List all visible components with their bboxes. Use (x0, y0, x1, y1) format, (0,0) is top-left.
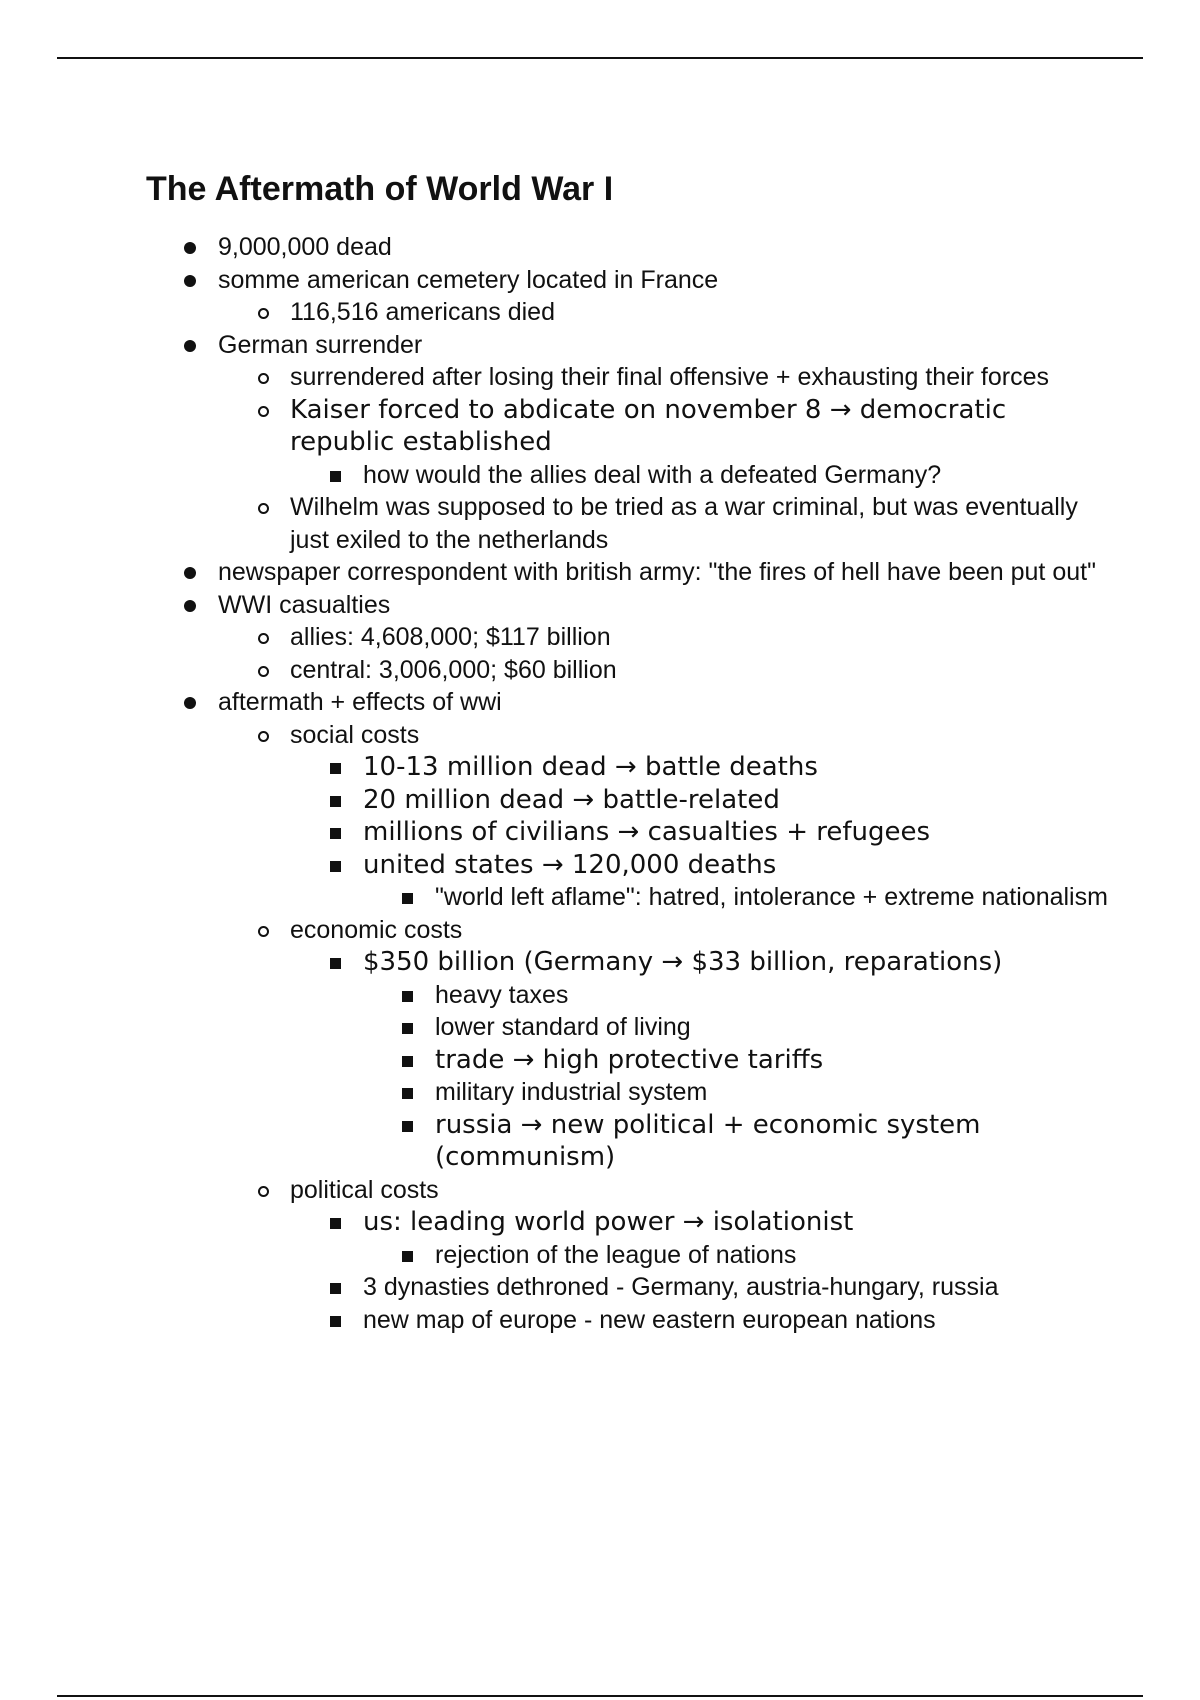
bullet-square-icon (330, 1316, 341, 1327)
bullet-item-level-3 (0, 979, 1200, 1012)
bullet-square-icon (330, 1283, 341, 1294)
page-title: The Aftermath of World War I (146, 170, 614, 208)
bullet-text: somme american cemetery located in France (218, 265, 719, 294)
bullet-circle-icon (258, 308, 269, 319)
bullet-item-level-2 (0, 946, 1200, 979)
bullet-text: united states → 120,000 deaths (363, 849, 777, 880)
bullet-square-icon (330, 471, 341, 482)
bullet-circle-icon (258, 633, 269, 644)
bullet-text: economic costs (290, 915, 463, 944)
bullet-text: military industrial system (435, 1078, 708, 1106)
bullet-item-level-1 (0, 361, 1200, 394)
bullet-text: Wilhelm was supposed to be tried as a war criminal, but was eventually just exiled to the netherlands (290, 493, 1078, 554)
bullet-text: 116,516 americans died (290, 298, 555, 326)
bullet-text: us: leading world power → isolationist (363, 1207, 854, 1237)
bullet-square-icon (330, 958, 341, 969)
bullet-item-level-2 (0, 751, 1200, 784)
bullet-text: WWI casualties (218, 590, 391, 619)
bullet-text: 3 dynasties dethroned - Germany, austria-hungary, russia (363, 1273, 999, 1301)
bullet-text: aftermath + effects of wwi (218, 688, 502, 716)
bullet-square-icon (402, 1088, 413, 1099)
bullet-text: surrendered after losing their final offensive + exhausting their forces (290, 363, 1049, 391)
bullet-square-icon (402, 1121, 413, 1132)
bullet-text: "world left aflame": hatred, intolerance + extreme nationalism (435, 883, 1108, 911)
bullet-item-level-2 (0, 459, 1200, 492)
bullet-item-level-0 (0, 329, 1200, 362)
bullet-item-level-1 (0, 654, 1200, 687)
bullet-item-level-0 (0, 589, 1200, 622)
top-rule (57, 57, 1143, 59)
bullet-square-icon (330, 861, 341, 872)
bullet-disc-icon (184, 242, 196, 254)
bullet-text: newspaper correspondent with british army: "the fires of hell have been put out" (218, 558, 1096, 586)
bullet-circle-icon (258, 406, 269, 417)
bullet-item-level-1 (0, 491, 1200, 556)
bullet-text: russia → new political + economic system (communism) (435, 1109, 981, 1172)
bullet-circle-icon (258, 926, 269, 937)
bullet-item-level-3 (0, 881, 1200, 914)
bullet-square-icon (402, 1023, 413, 1034)
bullet-item-level-0 (0, 231, 1200, 264)
bullet-disc-icon (184, 697, 196, 709)
bullet-item-level-1 (0, 719, 1200, 752)
bullet-item-level-3 (0, 1044, 1200, 1077)
bottom-rule (57, 1695, 1143, 1697)
bullet-text: Kaiser forced to abdicate on november 8 → democratic republic established (290, 394, 1007, 457)
bullet-square-icon (402, 893, 413, 904)
bullet-text: trade → high protective tariffs (435, 1044, 824, 1075)
bullet-text: German surrender (218, 330, 423, 359)
bullet-text: heavy taxes (435, 980, 569, 1009)
bullet-square-icon (330, 828, 341, 839)
bullet-item-level-3 (0, 1011, 1200, 1044)
notes-list (0, 231, 1200, 1336)
bullet-item-level-2 (0, 849, 1200, 882)
bullet-circle-icon (258, 373, 269, 384)
bullet-text: central: 3,006,000; $60 billion (290, 655, 617, 684)
bullet-disc-icon (184, 340, 196, 352)
bullet-text: rejection of the league of nations (435, 1240, 797, 1269)
bullet-item-level-2 (0, 1206, 1200, 1239)
bullet-item-level-2 (0, 816, 1200, 849)
bullet-circle-icon (258, 503, 269, 514)
bullet-item-level-1 (0, 621, 1200, 654)
bullet-item-level-0 (0, 556, 1200, 589)
bullet-square-icon (330, 1218, 341, 1229)
bullet-item-level-3 (0, 1076, 1200, 1109)
bullet-circle-icon (258, 1186, 269, 1197)
bullet-disc-icon (184, 275, 196, 287)
bullet-square-icon (402, 1251, 413, 1262)
bullet-disc-icon (184, 600, 196, 612)
bullet-text: social costs (290, 720, 420, 749)
bullet-square-icon (330, 796, 341, 807)
bullet-item-level-1 (0, 394, 1200, 459)
bullet-text: allies: 4,608,000; $117 billion (290, 623, 611, 651)
bullet-item-level-3 (0, 1109, 1200, 1174)
bullet-text: 10-13 million dead → battle deaths (363, 752, 818, 782)
bullet-item-level-1 (0, 1174, 1200, 1207)
bullet-item-level-1 (0, 914, 1200, 947)
bullet-circle-icon (258, 731, 269, 742)
bullet-item-level-3 (0, 1239, 1200, 1272)
bullet-text: political costs (290, 1175, 439, 1204)
bullet-text: 20 million dead → battle-related (363, 784, 780, 815)
bullet-text: how would the allies deal with a defeated Germany? (363, 460, 942, 489)
bullet-text: $350 billion (Germany → $33 billion, reparations) (363, 947, 1003, 977)
bullet-square-icon (330, 763, 341, 774)
bullet-item-level-2 (0, 784, 1200, 817)
bullet-item-level-1 (0, 296, 1200, 329)
bullet-item-level-0 (0, 264, 1200, 297)
bullet-item-level-2 (0, 1304, 1200, 1337)
bullet-item-level-0 (0, 686, 1200, 719)
bullet-disc-icon (184, 567, 196, 579)
bullet-item-level-2 (0, 1271, 1200, 1304)
bullet-circle-icon (258, 666, 269, 677)
bullet-text: new map of europe - new eastern european nations (363, 1305, 936, 1334)
bullet-text: lower standard of living (435, 1013, 691, 1041)
bullet-text: 9,000,000 dead (218, 233, 392, 261)
bullet-text: millions of civilians → casualties + refugees (363, 817, 931, 847)
bullet-square-icon (402, 1056, 413, 1067)
bullet-square-icon (402, 991, 413, 1002)
